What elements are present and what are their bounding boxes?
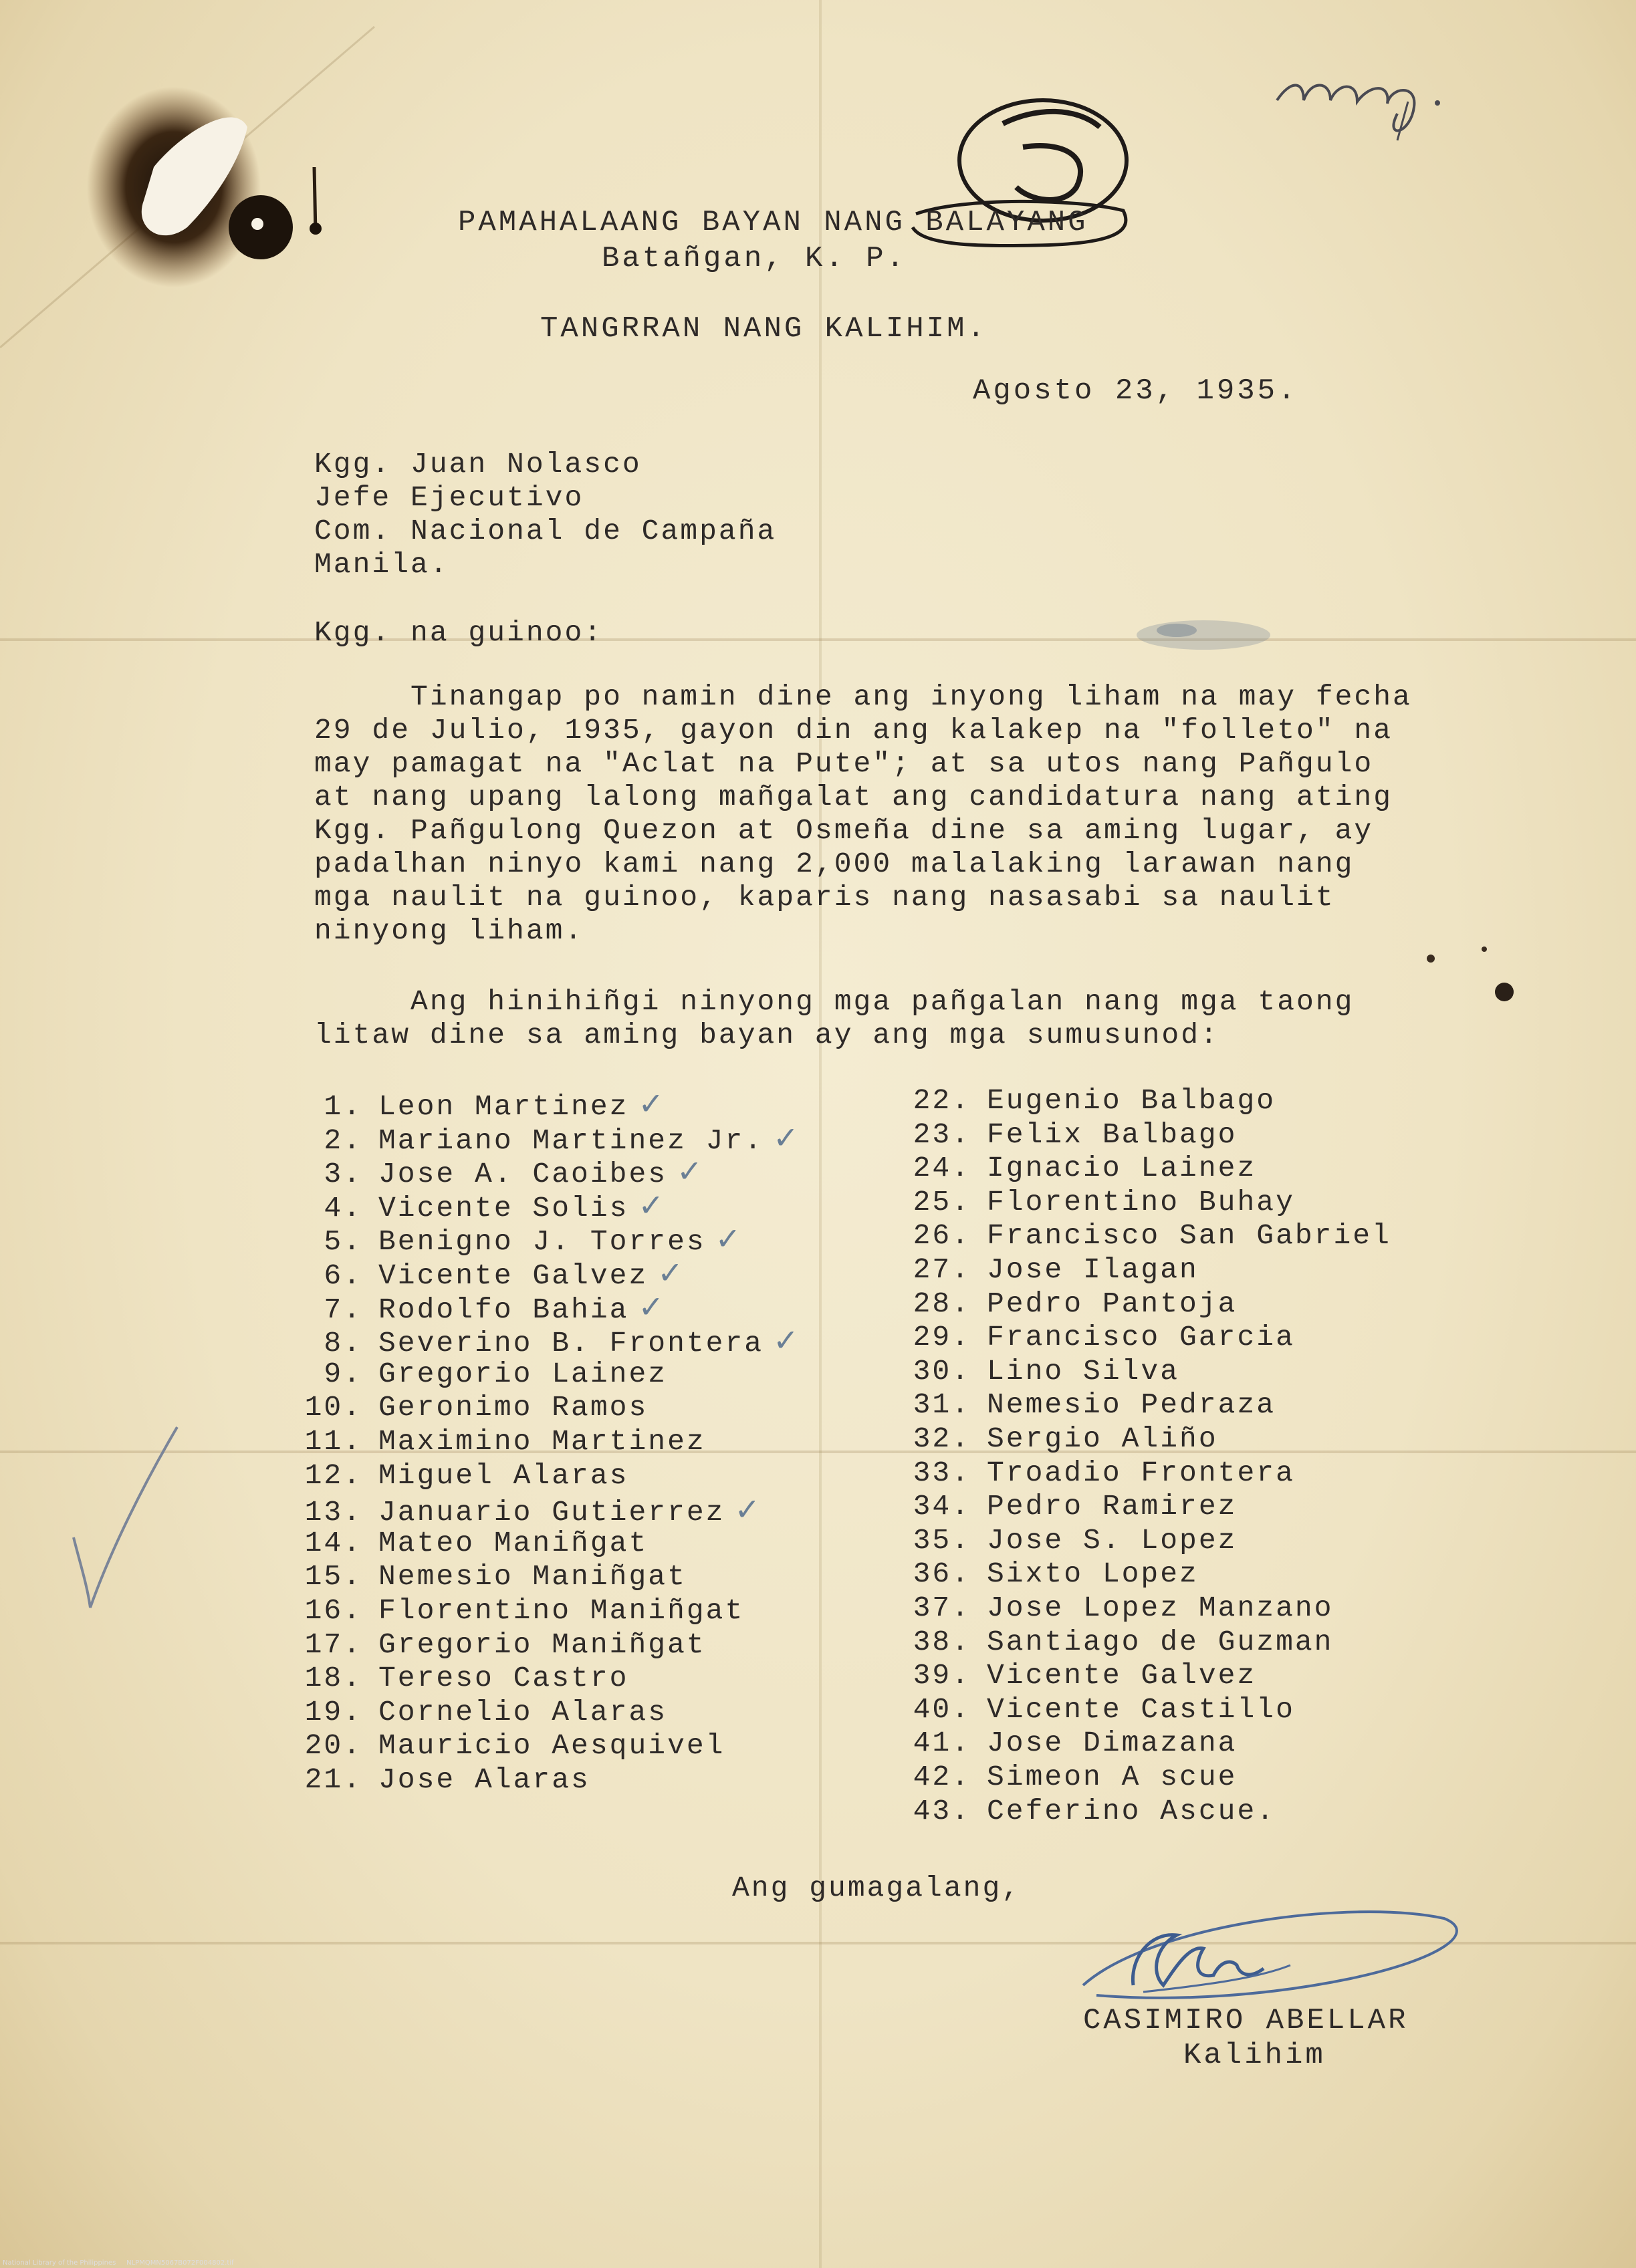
name-text: Jose A. Caoibes [378, 1158, 668, 1191]
salutation: Kgg. na guinoo: [314, 616, 604, 649]
name-list-item [287, 1121, 799, 1158]
body-line: Ang hinihiñgi ninyong mga pañgalan nang mga taong [314, 985, 1355, 1018]
office-title: TANGRRAN NANG KALIHIM. [540, 312, 987, 346]
name-number: 32. [913, 1422, 971, 1455]
name-text: Francisco Garcia [987, 1321, 1295, 1354]
addressee-line: Kgg. Juan Nolasco [314, 448, 642, 481]
name-list-item [896, 1084, 1276, 1118]
name-number: 30. [913, 1354, 971, 1388]
header-line2: Batañgan, K. P. [602, 242, 907, 275]
name-list-item [287, 1628, 706, 1662]
body-line: ninyong liham. [314, 914, 584, 947]
name-number: 22. [913, 1084, 971, 1117]
name-text: Vicente Galvez [378, 1259, 649, 1292]
pencil-check-icon: ✓ [638, 1186, 665, 1223]
header-line1: PAMAHALAANG BAYAN NANG BALAYANG [458, 206, 1088, 239]
name-text: Nemesio Maniñgat [378, 1560, 687, 1594]
name-list-item [287, 1527, 648, 1560]
name-list-item [896, 1118, 1237, 1152]
name-number: 31. [913, 1388, 971, 1422]
name-number: 27. [913, 1253, 971, 1286]
name-list-item [287, 1391, 648, 1424]
name-list-item [287, 1222, 741, 1259]
name-list-item [896, 1659, 1256, 1692]
name-text: Florentino Buhay [987, 1185, 1295, 1219]
name-text: Francisco San Gabriel [987, 1219, 1391, 1253]
name-number: 36. [913, 1557, 971, 1591]
name-text: Miguel Alaras [378, 1459, 629, 1492]
name-list-item [896, 1795, 1276, 1828]
body-line: Tinangap po namin dine ang inyong liham na may fecha [314, 680, 1412, 713]
name-list-item [896, 1152, 1256, 1185]
name-number: 26. [913, 1219, 971, 1253]
ink-smudge [1130, 605, 1284, 665]
name-list-item [896, 1287, 1237, 1321]
pencil-check-icon: ✓ [657, 1255, 683, 1291]
name-number: 2. [324, 1124, 362, 1157]
name-number: 5. [324, 1225, 362, 1259]
name-text: Jose Lopez Manzano [987, 1592, 1334, 1624]
body-line: padalhan ninyo kami nang 2,000 malalaking larawan nang [314, 848, 1355, 880]
name-number: 39. [913, 1659, 971, 1692]
name-list-item [896, 1761, 1237, 1794]
name-text: Leon Martinez [378, 1090, 629, 1123]
name-text: Jose Dimazana [987, 1727, 1238, 1760]
pencil-check-icon: ✓ [734, 1491, 761, 1528]
name-list-item [287, 1324, 799, 1360]
name-number: 20. [304, 1729, 362, 1763]
archive-id: National Library of the Philippines NLPMQMN5067B072F004802.tif [3, 2259, 234, 2267]
name-text: Mateo Maniñgat [378, 1526, 649, 1559]
pencil-check-icon: ✓ [715, 1221, 741, 1257]
name-list-item [896, 1457, 1295, 1490]
name-number: 9. [324, 1357, 362, 1390]
margin-check-mark [64, 1417, 184, 1618]
addressee-line: Com. Nacional de Campaña [314, 515, 777, 547]
name-list-item [896, 1490, 1237, 1523]
name-number: 24. [913, 1152, 971, 1185]
body-line: at nang upang lalong mañgalat ang candidatura nang ating [314, 781, 1393, 813]
name-number: 6. [324, 1259, 362, 1292]
name-number: 7. [324, 1293, 362, 1326]
name-text: Mauricio Aesquivel [378, 1729, 725, 1763]
name-text: Pedro Pantoja [987, 1287, 1238, 1320]
name-number: 1. [324, 1090, 362, 1123]
handwritten-annotation [1270, 60, 1484, 154]
name-text: Nemesio Pedraza [987, 1388, 1276, 1422]
letter-date: Agosto 23, 1935. [973, 374, 1298, 408]
closing: Ang gumagalang, [732, 1872, 1022, 1904]
name-number: 43. [913, 1794, 971, 1828]
name-list-item [896, 1321, 1295, 1354]
name-text: Felix Balbago [987, 1118, 1238, 1151]
name-list-item [287, 1256, 683, 1293]
name-list-item [896, 1219, 1391, 1253]
name-list-item [896, 1626, 1333, 1659]
name-list-item [287, 1560, 687, 1594]
body-line: Kgg. Pañgulong Quezon at Osmeña dine sa aming lugar, ay [314, 814, 1374, 847]
name-text: Sixto Lopez [987, 1557, 1199, 1591]
name-list-item [287, 1425, 706, 1459]
name-list-item [896, 1355, 1179, 1388]
name-text: Rodolfo Bahia [378, 1293, 629, 1326]
name-text: Santiago de Guzman [987, 1625, 1334, 1658]
name-number: 18. [304, 1662, 362, 1695]
name-text: Florentino Maniñgat [378, 1594, 745, 1627]
name-number: 42. [913, 1761, 971, 1793]
name-text: Vicente Castillo [987, 1692, 1295, 1726]
ink-blot [1404, 936, 1538, 1023]
name-list-item [896, 1253, 1199, 1287]
name-number: 11. [304, 1425, 362, 1458]
pencil-check-icon: ✓ [677, 1153, 703, 1190]
name-number: 28. [913, 1287, 971, 1320]
body-line: may pamagat na "Aclat na Pute"; at sa utos nang Pañgulo [314, 747, 1374, 780]
signatory-title: Kalihim [1183, 2039, 1326, 2072]
name-text: Severino B. Frontera [378, 1327, 764, 1360]
pencil-check-icon: ✓ [638, 1288, 665, 1325]
name-text: Gregorio Maniñgat [378, 1628, 706, 1661]
name-number: 41. [913, 1727, 971, 1760]
name-list-item [287, 1459, 628, 1493]
name-list-item [896, 1592, 1333, 1625]
name-text: Geronimo Ramos [378, 1391, 649, 1424]
name-list-item [287, 1493, 760, 1529]
pencil-check-icon: ✓ [773, 1322, 799, 1359]
name-text: Troadio Frontera [987, 1456, 1295, 1489]
name-list-item [896, 1727, 1237, 1760]
addressee-line: Manila. [314, 548, 449, 581]
name-text: Mariano Martinez Jr. [378, 1124, 764, 1157]
name-number: 14. [304, 1526, 362, 1559]
name-number: 23. [913, 1118, 971, 1151]
name-text: Maximino Martinez [378, 1425, 706, 1458]
name-text: Gregorio Lainez [378, 1357, 668, 1390]
name-text: Jose Alaras [378, 1763, 590, 1796]
circled-number-text [1043, 147, 1046, 180]
name-text: Jose S. Lopez [987, 1523, 1238, 1557]
name-number: 4. [324, 1191, 362, 1225]
name-text: Benigno J. Torres [378, 1225, 706, 1259]
name-list-item [896, 1557, 1199, 1591]
body-line: 29 de Julio, 1935, gayon din ang kalakep na "folleto" na [314, 714, 1393, 747]
body-line: mga naulit na guinoo, kaparis nang nasasabi sa naulit [314, 881, 1335, 914]
name-list-item [287, 1594, 744, 1628]
name-list-item [287, 1696, 667, 1729]
name-number: 38. [913, 1625, 971, 1658]
name-text: Vicente Solis [378, 1191, 629, 1225]
name-number: 25. [913, 1185, 971, 1219]
name-list-item [896, 1422, 1218, 1456]
paper-fold [0, 638, 1636, 641]
name-text: Eugenio Balbago [987, 1084, 1276, 1117]
name-list-item [287, 1154, 703, 1191]
name-list-item [896, 1186, 1295, 1219]
addressee-line: Jefe Ejecutivo [314, 481, 584, 514]
name-number: 35. [913, 1523, 971, 1557]
name-number: 16. [304, 1594, 362, 1627]
name-list-item [287, 1290, 664, 1327]
name-number: 19. [304, 1695, 362, 1729]
name-number: 17. [304, 1628, 362, 1661]
name-number: 33. [913, 1456, 971, 1489]
name-text: Lino Silva [987, 1354, 1180, 1388]
name-text: Vicente Galvez [987, 1659, 1257, 1692]
name-number: 21. [304, 1763, 362, 1796]
name-list-item [287, 1087, 664, 1124]
name-text: Januario Gutierrez [378, 1496, 725, 1529]
annotation-text [1337, 154, 1347, 187]
name-number: 13. [304, 1496, 362, 1529]
name-text: Tereso Castro [378, 1662, 629, 1695]
name-number: 3. [324, 1158, 362, 1191]
burn-mark [80, 74, 334, 301]
name-list-item [896, 1524, 1237, 1557]
name-text: Simeon A scue [987, 1761, 1238, 1793]
name-list-item [896, 1388, 1276, 1422]
name-text: Cornelio Alaras [378, 1695, 668, 1729]
body-line: litaw dine sa aming bayan ay ang mga sumusunod: [314, 1019, 1219, 1051]
name-number: 40. [913, 1692, 971, 1726]
name-list-item [287, 1662, 628, 1695]
paper-fold [0, 1451, 1636, 1453]
name-number: 8. [324, 1327, 362, 1360]
name-list-item [287, 1188, 664, 1225]
name-text: Sergio Aliño [987, 1422, 1218, 1455]
pencil-check-icon: ✓ [638, 1086, 665, 1122]
name-text: Jose Ilagan [987, 1253, 1199, 1286]
name-list-item [287, 1763, 590, 1797]
name-number: 15. [304, 1560, 362, 1594]
name-number: 10. [304, 1391, 362, 1424]
name-text: Pedro Ramirez [987, 1490, 1238, 1523]
signatory-name: CASIMIRO ABELLAR [1083, 2004, 1409, 2037]
name-number: 37. [913, 1592, 971, 1624]
name-number: 12. [304, 1459, 362, 1492]
name-number: 29. [913, 1321, 971, 1354]
name-list-item [896, 1693, 1295, 1727]
name-number: 34. [913, 1490, 971, 1523]
name-text: Ceferino Ascue. [987, 1794, 1276, 1828]
name-list-item [287, 1729, 725, 1763]
pencil-check-icon: ✓ [773, 1119, 799, 1156]
name-list-item [287, 1358, 667, 1391]
name-text: Ignacio Lainez [987, 1152, 1257, 1185]
